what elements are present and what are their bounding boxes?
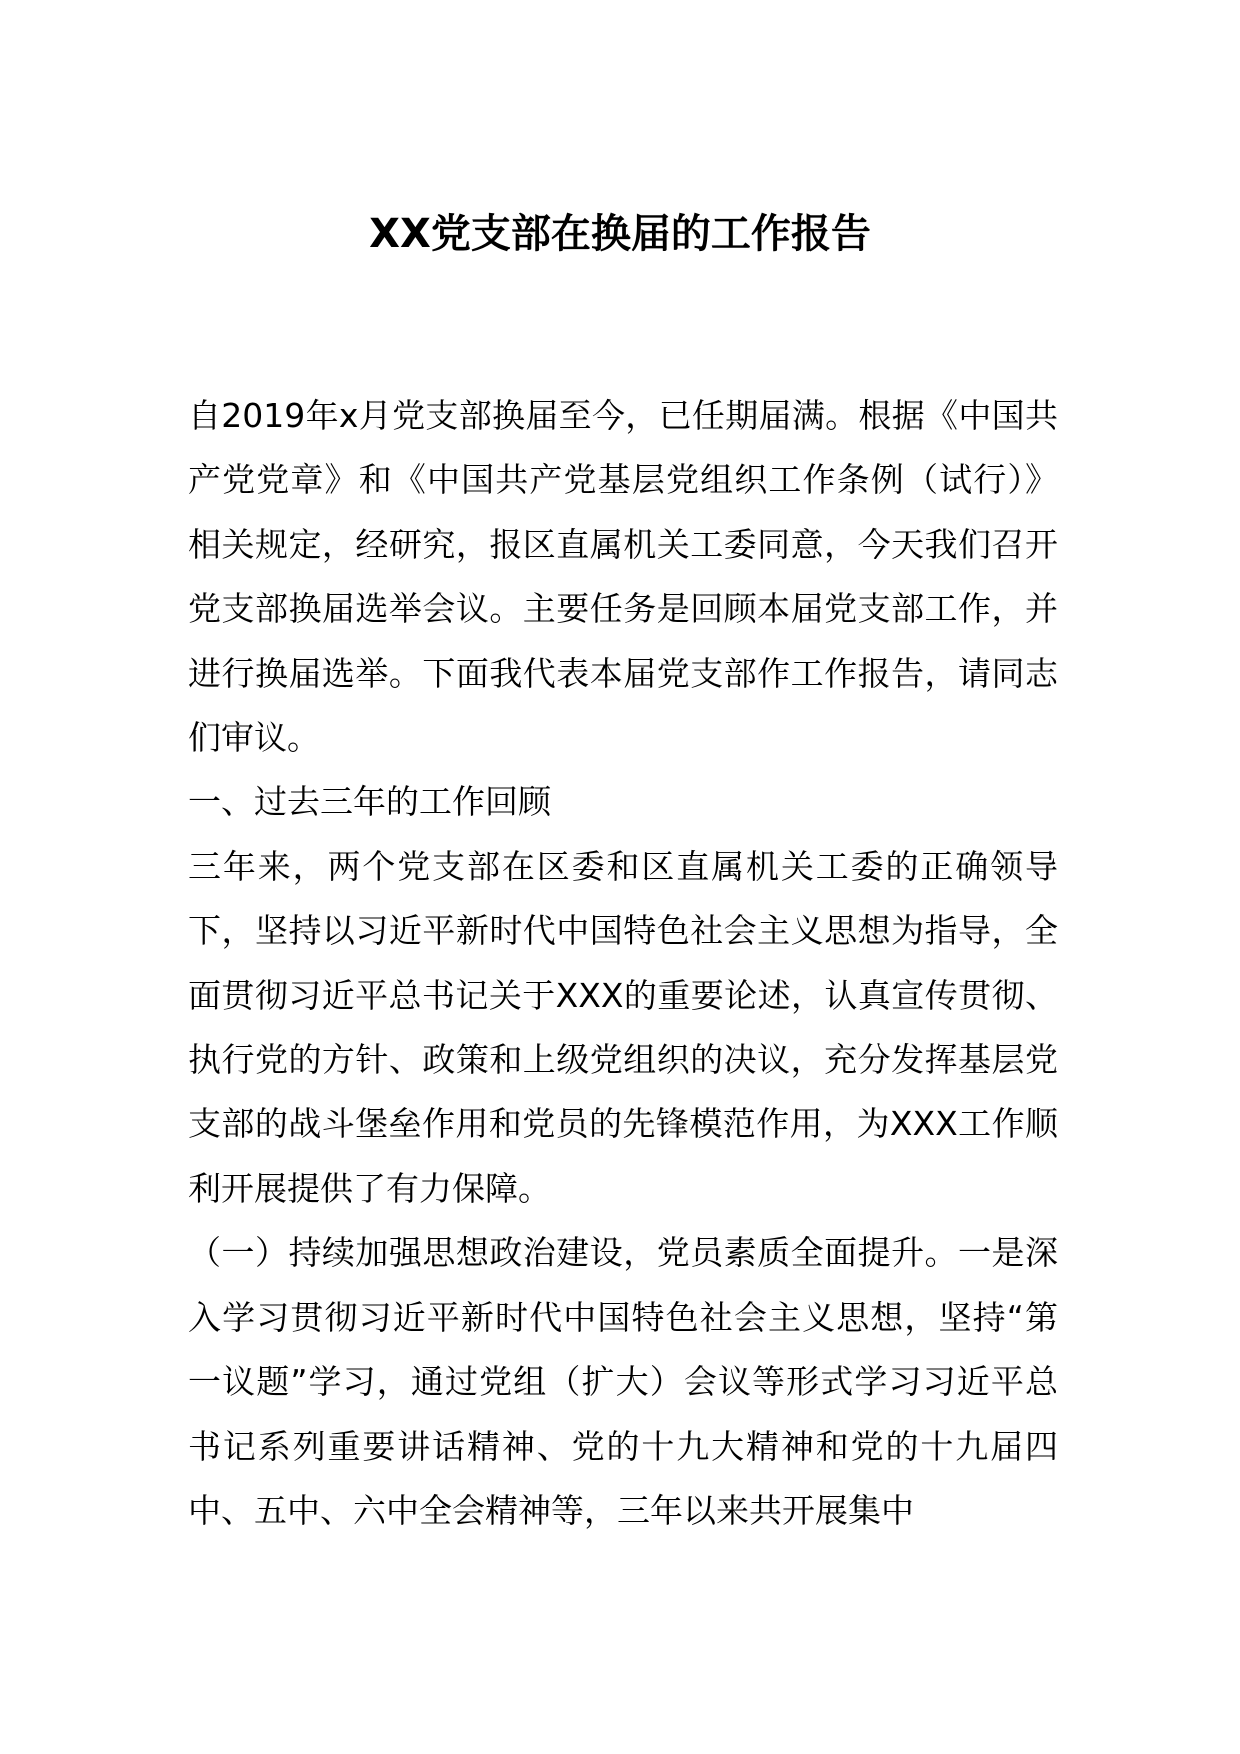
document-title: XX党支部在换届的工作报告 [369,211,871,257]
review-paragraph: 三年来，两个党支部在区委和区直属机关工委的正确领导下，坚持以习近平新时代中国特色社会主义思想为指导，全面贯彻习近平总书记关于XXX的重要论述，认真宣传贯彻、执行党的方针、政策和上级党组织的决议，充分发挥基层党支部的战斗堡垒作用和党员的先锋模范作用，为XXX工作顺利开展提供了有力保障。 [188,846,1058,1208]
subsection-paragraph: （一）持续加强思想政治建设，党员素质全面提升。一是深入学习贯彻习近平新时代中国特色社会主义思想，坚持“第一议题”学习，通过党组（扩大）会议等形式学习习近平总书记系列重要讲话精神、党的十九大精神和党的十九届四中、五中、六中全会精神等，三年以来共开展集中 [188,1233,1058,1530]
document-body [188,384,1058,1543]
intro-paragraph: 自2019年x月党支部换届至今，已任期届满。根据《中国共产党党章》和《中国共产党基层党组织工作条例（试行）》相关规定，经研究，报区直属机关工委同意，今天我们召开党支部换届选举会议。主要任务是回顾本届党支部工作，并进行换届选举。下面我代表本届党支部作工作报告，请同志们审议。 [188,396,1058,758]
section-heading: 一、过去三年的工作回顾 [188,782,551,822]
